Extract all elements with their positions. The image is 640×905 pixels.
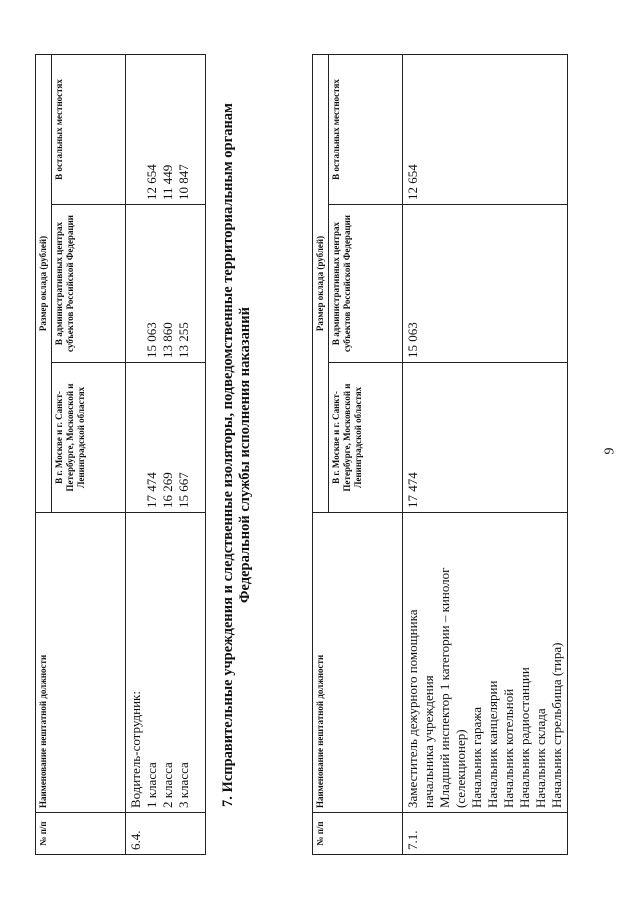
header-other: В остальных местностях xyxy=(52,54,126,204)
row-admin-centers: 15 063 xyxy=(403,205,568,363)
row-line: Начальник стрельбища (тира) xyxy=(549,642,564,808)
row-position xyxy=(403,513,568,813)
header-salary: Размер оклада (рублей) xyxy=(313,54,329,512)
value: 10 847 xyxy=(176,164,191,200)
row-other: 12 654 xyxy=(403,54,568,204)
row-line: 3 класса xyxy=(176,762,191,808)
row-num: 6.4. xyxy=(126,813,206,855)
value: 11 449 xyxy=(160,164,175,200)
row-line: Начальник канцелярии xyxy=(485,680,500,808)
row-admin-centers xyxy=(126,205,206,363)
header-position: Наименование нештатной должности xyxy=(36,513,126,813)
row-line: Начальник котельной xyxy=(501,688,516,808)
row-line: Заместитель дежурного помощника xyxy=(405,609,420,808)
header-num: № п/п xyxy=(36,813,126,855)
header-num: № п/п xyxy=(313,813,403,855)
header-moscow: В г. Москве и г. Санкт-Петербурге, Московской и Ленинградской областях xyxy=(329,363,403,513)
value: 12 654 xyxy=(144,164,159,200)
row-position xyxy=(126,513,206,813)
rotated-page-content xyxy=(35,55,625,855)
header-admin-centers: В административных центрах субъектов Российской Федерации xyxy=(329,205,403,363)
row-line: Начальник склада xyxy=(533,708,548,808)
row-line: начальника учреждения xyxy=(421,675,436,808)
row-moscow: 17 474 xyxy=(403,363,568,513)
header-other: В остальных местностях xyxy=(329,54,403,204)
value: 13 255 xyxy=(176,322,191,358)
value: 17 474 xyxy=(144,472,159,508)
row-moscow xyxy=(126,363,206,513)
salary-table-6 xyxy=(35,54,206,855)
row-line: 1 класса xyxy=(144,762,159,808)
salary-table-7 xyxy=(312,54,568,855)
value: 13 860 xyxy=(160,322,175,358)
value: 16 269 xyxy=(160,472,175,508)
value: 15 667 xyxy=(176,472,191,508)
row-line: Начальник радиостанции xyxy=(517,667,532,808)
row-line: Водитель-сотрудник: xyxy=(128,691,143,808)
row-line: 2 класса xyxy=(160,762,175,808)
page-number: 9 xyxy=(602,447,618,455)
value: 15 063 xyxy=(144,322,159,358)
header-position: Наименование нештатной должности xyxy=(313,513,403,813)
row-other xyxy=(126,54,206,204)
header-salary: Размер оклада (рублей) xyxy=(36,54,52,512)
row-num: 7.1. xyxy=(403,813,568,855)
row-line: Младший инспектор 1 категории – кинолог xyxy=(437,567,452,808)
header-admin-centers: В административных центрах субъектов Российской Федерации xyxy=(52,205,126,363)
row-line: (селекционер) xyxy=(453,729,468,808)
row-line: Начальник гаража xyxy=(469,706,484,808)
header-moscow: В г. Москве и г. Санкт-Петербурге, Московской и Ленинградской областях xyxy=(52,363,126,513)
section-title: 7. Исправительные учреждения и следственные изоляторы, подведомственные территориальным органам Федеральной службы исполнения наказаний xyxy=(220,103,253,807)
